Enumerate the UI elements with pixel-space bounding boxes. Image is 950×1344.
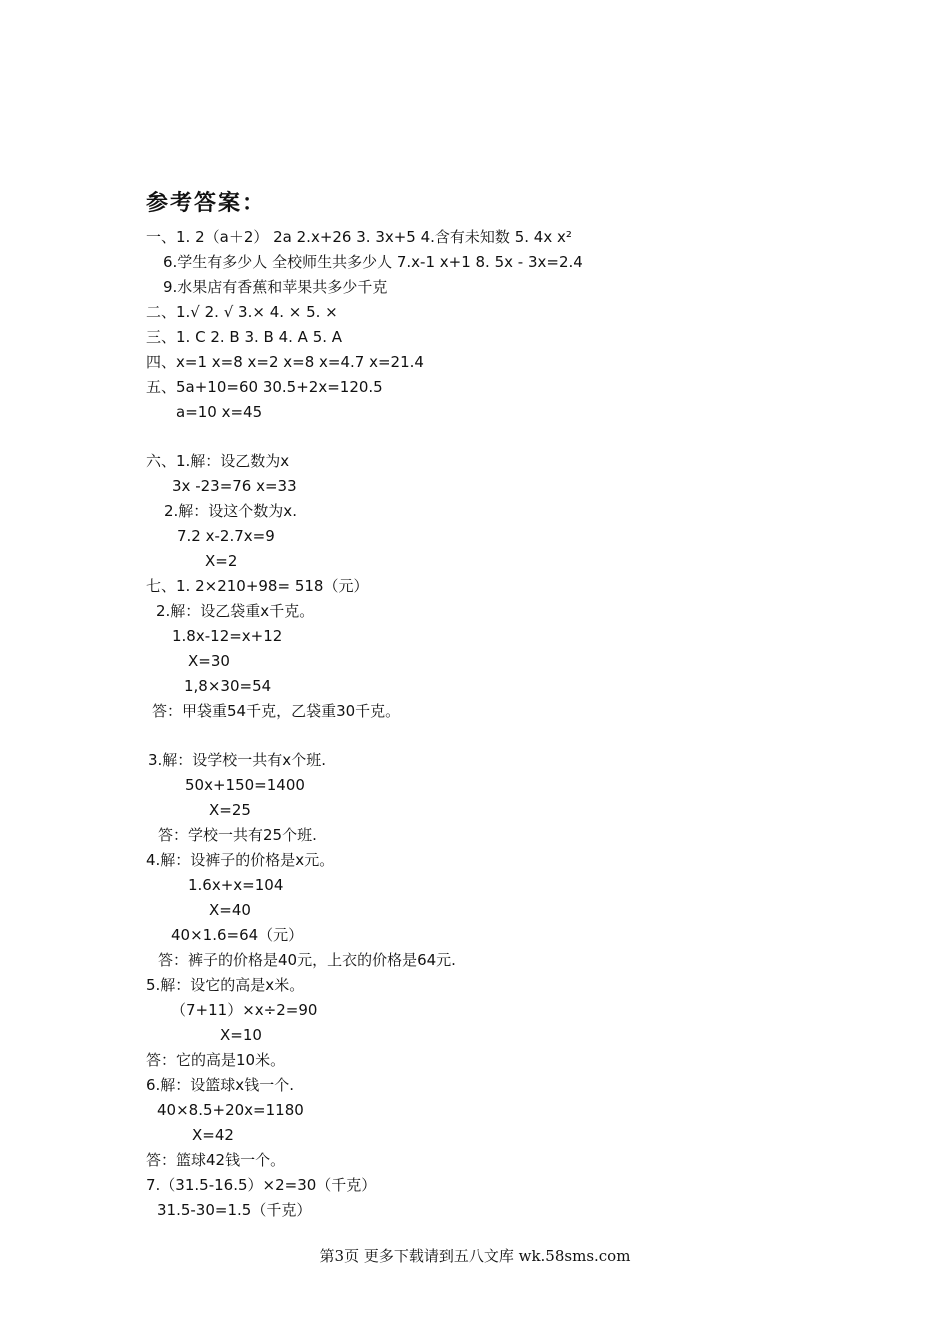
answer-line-10: 3x -23=76 x=33	[172, 477, 297, 495]
answer-line-13: X=2	[205, 552, 238, 570]
answer-line-26: X=40	[209, 901, 251, 919]
answer-line-14: 七、1. 2×210+98= 518（元）	[146, 577, 369, 595]
answer-line-3: 9.水果店有香蕉和苹果共多少千克	[163, 278, 388, 296]
answer-line-16: 1.8x-12=x+12	[172, 627, 283, 645]
answer-line-38: 31.5-30=1.5（千克）	[157, 1201, 312, 1219]
answer-line-37: 7.（31.5-16.5）×2=30（千克）	[146, 1176, 377, 1194]
answer-line-19: 答：甲袋重54千克，乙袋重30千克。	[152, 702, 401, 720]
answer-line-31: X=10	[220, 1026, 262, 1044]
answer-line-18: 1,8×30=54	[184, 677, 272, 695]
page-footer: 第3页 更多下载请到五八文库 wk.58sms.com	[319, 1247, 631, 1265]
answer-line-36: 答：篮球42钱一个。	[146, 1151, 286, 1169]
answer-line-1: 一、1. 2（a＋2） 2a 2.x+26 3. 3x+5 4.含有未知数 5. 4x x²	[146, 228, 572, 246]
answer-line-24: 4.解：设裤子的价格是x元。	[146, 851, 335, 869]
answer-line-29: 5.解：设它的高是x米。	[146, 976, 305, 994]
answer-line-17: X=30	[188, 652, 230, 670]
answer-line-15: 2.解：设乙袋重x千克。	[156, 602, 315, 620]
answer-line-20: 3.解：设学校一共有x个班.	[148, 751, 326, 769]
answer-line-34: 40×8.5+20x=1180	[157, 1101, 304, 1119]
answer-line-22: X=25	[209, 801, 251, 819]
answer-line-33: 6.解：设篮球x钱一个.	[146, 1076, 294, 1094]
answer-line-2: 6.学生有多少人 全校师生共多少人 7.x-1 x+1 8. 5x - 3x=2.4	[163, 253, 583, 271]
answer-line-23: 答：学校一共有25个班.	[158, 826, 317, 844]
answer-line-4: 二、1.√ 2. √ 3.× 4. × 5. ×	[146, 303, 338, 321]
answer-line-25: 1.6x+x=104	[188, 876, 284, 894]
answer-line-35: X=42	[192, 1126, 234, 1144]
answer-line-32: 答：它的高是10米。	[146, 1051, 286, 1069]
page-title: 参考答案：	[146, 190, 267, 216]
answer-line-6: 四、x=1 x=8 x=2 x=8 x=4.7 x=21.4	[146, 353, 424, 371]
answer-line-30: （7+11）×x÷2=90	[171, 1001, 318, 1019]
answer-line-5: 三、1. C 2. B 3. B 4. A 5. A	[146, 328, 343, 346]
answer-line-27: 40×1.6=64（元）	[171, 926, 304, 944]
answer-line-28: 答：裤子的价格是40元，上衣的价格是64元.	[158, 951, 456, 969]
answer-line-7: 五、5a+10=60 30.5+2x=120.5	[146, 378, 383, 396]
answer-line-11: 2.解：设这个数为x.	[164, 502, 297, 520]
answer-line-21: 50x+150=1400	[185, 776, 305, 794]
answer-line-12: 7.2 x-2.7x=9	[177, 527, 275, 545]
answer-line-8: a=10 x=45	[176, 403, 263, 421]
answer-line-9: 六、1.解：设乙数为x	[146, 452, 290, 470]
